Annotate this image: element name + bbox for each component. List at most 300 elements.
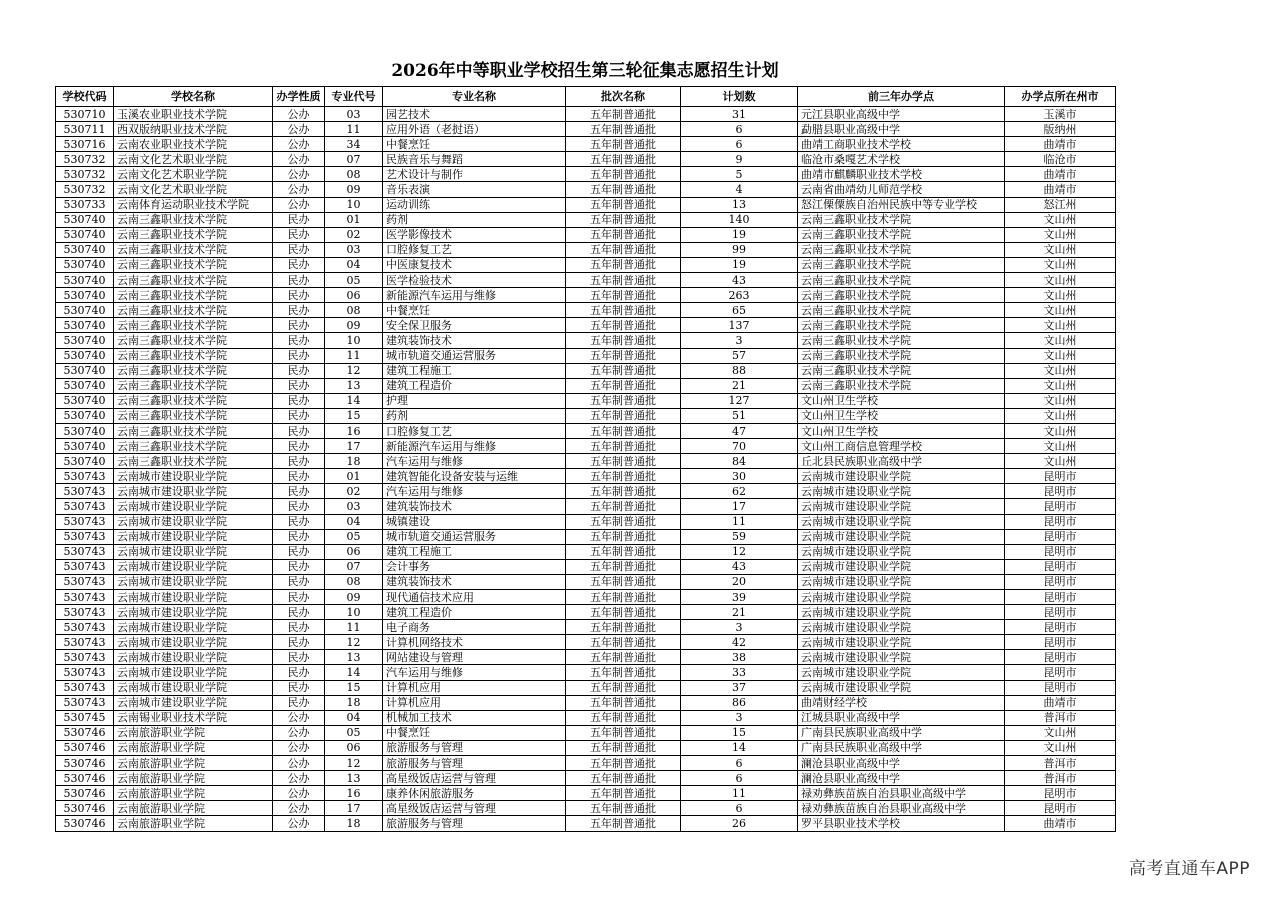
cell-major-code: 06	[325, 288, 383, 303]
cell-school-name: 云南旅游职业学院	[114, 756, 273, 771]
cell-school-type: 民办	[273, 544, 325, 559]
cell-school-name: 云南旅游职业学院	[114, 725, 273, 740]
cell-major-code: 10	[325, 605, 383, 620]
cell-major-code: 18	[325, 454, 383, 469]
cell-batch-name: 五年制普通批	[566, 212, 681, 227]
cell-batch-name: 五年制普通批	[566, 288, 681, 303]
cell-major-name: 建筑装饰技术	[383, 574, 566, 589]
cell-major-name: 康养休闲旅游服务	[383, 786, 566, 801]
cell-school-code: 530746	[56, 740, 114, 755]
table-row	[56, 499, 1116, 514]
cell-teaching-site: 勐腊县职业高级中学	[798, 122, 1005, 137]
cell-school-name: 云南文化艺术职业学院	[114, 167, 273, 182]
cell-school-name: 云南文化艺术职业学院	[114, 152, 273, 167]
cell-major-name: 园艺技术	[383, 107, 566, 122]
table-row	[56, 408, 1116, 423]
table-row	[56, 333, 1116, 348]
cell-site-city: 普洱市	[1005, 710, 1116, 725]
cell-major-name: 汽车运用与维修	[383, 484, 566, 499]
cell-teaching-site: 广南县民族职业高级中学	[798, 740, 1005, 755]
cell-school-type: 民办	[273, 348, 325, 363]
cell-school-type: 公办	[273, 725, 325, 740]
cell-teaching-site: 云南城市建设职业学院	[798, 529, 1005, 544]
header-school-name: 学校名称	[114, 87, 273, 107]
cell-site-city: 昆明市	[1005, 620, 1116, 635]
cell-site-city: 文山州	[1005, 740, 1116, 755]
cell-plan-count: 57	[681, 348, 798, 363]
cell-plan-count: 6	[681, 801, 798, 816]
cell-plan-count: 43	[681, 273, 798, 288]
cell-major-name: 建筑装饰技术	[383, 499, 566, 514]
cell-major-code: 04	[325, 710, 383, 725]
cell-major-name: 建筑装饰技术	[383, 333, 566, 348]
cell-school-type: 民办	[273, 559, 325, 574]
cell-school-name: 云南三鑫职业技术学院	[114, 333, 273, 348]
cell-school-code: 530740	[56, 303, 114, 318]
cell-batch-name: 五年制普通批	[566, 393, 681, 408]
cell-school-type: 公办	[273, 197, 325, 212]
cell-batch-name: 五年制普通批	[566, 544, 681, 559]
cell-school-type: 民办	[273, 635, 325, 650]
table-row	[56, 439, 1116, 454]
cell-batch-name: 五年制普通批	[566, 107, 681, 122]
cell-site-city: 文山州	[1005, 439, 1116, 454]
table-header-row	[56, 87, 1116, 107]
cell-major-code: 04	[325, 514, 383, 529]
cell-school-type: 民办	[273, 620, 325, 635]
cell-teaching-site: 文山州卫生学校	[798, 393, 1005, 408]
cell-major-name: 应用外语（老挝语）	[383, 122, 566, 137]
cell-teaching-site: 元江县职业高级中学	[798, 107, 1005, 122]
cell-batch-name: 五年制普通批	[566, 559, 681, 574]
cell-major-name: 建筑工程施工	[383, 363, 566, 378]
cell-plan-count: 5	[681, 167, 798, 182]
cell-major-code: 09	[325, 318, 383, 333]
cell-plan-count: 19	[681, 227, 798, 242]
cell-teaching-site: 云南三鑫职业技术学院	[798, 288, 1005, 303]
cell-batch-name: 五年制普通批	[566, 167, 681, 182]
cell-batch-name: 五年制普通批	[566, 620, 681, 635]
cell-teaching-site: 曲靖市麒麟职业技术学校	[798, 167, 1005, 182]
cell-school-code: 530733	[56, 197, 114, 212]
cell-batch-name: 五年制普通批	[566, 333, 681, 348]
cell-plan-count: 47	[681, 423, 798, 438]
cell-school-type: 公办	[273, 756, 325, 771]
cell-teaching-site: 云南城市建设职业学院	[798, 590, 1005, 605]
cell-major-name: 护理	[383, 393, 566, 408]
cell-plan-count: 137	[681, 318, 798, 333]
cell-school-code: 530740	[56, 242, 114, 257]
table-row	[56, 756, 1116, 771]
cell-teaching-site: 云南城市建设职业学院	[798, 635, 1005, 650]
cell-site-city: 昆明市	[1005, 574, 1116, 589]
cell-school-code: 530743	[56, 484, 114, 499]
cell-major-code: 03	[325, 499, 383, 514]
cell-school-code: 530743	[56, 499, 114, 514]
cell-school-type: 民办	[273, 423, 325, 438]
cell-batch-name: 五年制普通批	[566, 756, 681, 771]
cell-school-code: 530732	[56, 152, 114, 167]
cell-major-name: 城镇建设	[383, 514, 566, 529]
cell-school-code: 530740	[56, 454, 114, 469]
cell-plan-count: 37	[681, 680, 798, 695]
cell-school-code: 530743	[56, 529, 114, 544]
cell-major-code: 16	[325, 423, 383, 438]
cell-major-name: 中餐烹饪	[383, 303, 566, 318]
header-school-type: 办学性质	[273, 87, 325, 107]
cell-school-name: 云南城市建设职业学院	[114, 605, 273, 620]
cell-major-code: 08	[325, 303, 383, 318]
cell-site-city: 曲靖市	[1005, 816, 1116, 831]
page-title: 2026年中等职业学校招生第三轮征集志愿招生计划	[391, 61, 779, 81]
table-row	[56, 574, 1116, 589]
cell-school-name: 云南三鑫职业技术学院	[114, 288, 273, 303]
cell-major-name: 汽车运用与维修	[383, 454, 566, 469]
cell-site-city: 文山州	[1005, 333, 1116, 348]
cell-school-code: 530743	[56, 559, 114, 574]
cell-site-city: 曲靖市	[1005, 182, 1116, 197]
cell-major-name: 民族音乐与舞蹈	[383, 152, 566, 167]
cell-school-name: 云南三鑫职业技术学院	[114, 378, 273, 393]
cell-batch-name: 五年制普通批	[566, 574, 681, 589]
cell-batch-name: 五年制普通批	[566, 197, 681, 212]
cell-major-code: 01	[325, 212, 383, 227]
cell-major-name: 计算机网络技术	[383, 635, 566, 650]
cell-teaching-site: 云南三鑫职业技术学院	[798, 348, 1005, 363]
cell-school-code: 530743	[56, 574, 114, 589]
table-row	[56, 152, 1116, 167]
cell-major-code: 08	[325, 167, 383, 182]
cell-major-code: 11	[325, 620, 383, 635]
cell-school-code: 530710	[56, 107, 114, 122]
cell-school-type: 公办	[273, 152, 325, 167]
cell-school-name: 云南文化艺术职业学院	[114, 182, 273, 197]
cell-school-name: 云南旅游职业学院	[114, 771, 273, 786]
cell-school-type: 民办	[273, 605, 325, 620]
cell-major-code: 16	[325, 786, 383, 801]
cell-school-type: 民办	[273, 288, 325, 303]
cell-major-code: 05	[325, 529, 383, 544]
cell-plan-count: 26	[681, 816, 798, 831]
cell-site-city: 昆明市	[1005, 801, 1116, 816]
cell-batch-name: 五年制普通批	[566, 665, 681, 680]
cell-school-name: 云南三鑫职业技术学院	[114, 454, 273, 469]
table-row	[56, 529, 1116, 544]
cell-school-type: 民办	[273, 408, 325, 423]
cell-teaching-site: 云南三鑫职业技术学院	[798, 318, 1005, 333]
cell-batch-name: 五年制普通批	[566, 816, 681, 831]
cell-school-name: 云南城市建设职业学院	[114, 514, 273, 529]
cell-site-city: 昆明市	[1005, 514, 1116, 529]
cell-major-name: 旅游服务与管理	[383, 756, 566, 771]
table-row	[56, 620, 1116, 635]
cell-plan-count: 84	[681, 454, 798, 469]
cell-major-code: 01	[325, 469, 383, 484]
cell-major-code: 17	[325, 801, 383, 816]
cell-school-code: 530746	[56, 756, 114, 771]
cell-teaching-site: 云南城市建设职业学院	[798, 499, 1005, 514]
cell-school-code: 530743	[56, 469, 114, 484]
cell-teaching-site: 江城县职业高级中学	[798, 710, 1005, 725]
cell-site-city: 文山州	[1005, 273, 1116, 288]
table-row	[56, 378, 1116, 393]
cell-school-name: 云南城市建设职业学院	[114, 665, 273, 680]
cell-school-code: 530743	[56, 590, 114, 605]
header-site-city: 办学点所在州市	[1005, 87, 1116, 107]
cell-batch-name: 五年制普通批	[566, 137, 681, 152]
cell-major-code: 09	[325, 590, 383, 605]
cell-school-code: 530740	[56, 393, 114, 408]
cell-school-name: 云南城市建设职业学院	[114, 529, 273, 544]
cell-major-name: 高星级饭店运营与管理	[383, 801, 566, 816]
cell-school-type: 民办	[273, 484, 325, 499]
cell-batch-name: 五年制普通批	[566, 499, 681, 514]
cell-school-type: 民办	[273, 695, 325, 710]
cell-batch-name: 五年制普通批	[566, 242, 681, 257]
cell-school-type: 民办	[273, 273, 325, 288]
cell-school-type: 民办	[273, 590, 325, 605]
cell-school-type: 公办	[273, 771, 325, 786]
cell-plan-count: 30	[681, 469, 798, 484]
cell-teaching-site: 云南三鑫职业技术学院	[798, 227, 1005, 242]
cell-plan-count: 59	[681, 529, 798, 544]
table-row	[56, 318, 1116, 333]
cell-plan-count: 43	[681, 559, 798, 574]
cell-school-name: 云南城市建设职业学院	[114, 499, 273, 514]
cell-major-name: 高星级饭店运营与管理	[383, 771, 566, 786]
cell-school-code: 530746	[56, 816, 114, 831]
cell-teaching-site: 文山州卫生学校	[798, 423, 1005, 438]
cell-major-name: 医学影像技术	[383, 227, 566, 242]
cell-site-city: 普洱市	[1005, 756, 1116, 771]
table-row	[56, 680, 1116, 695]
cell-major-code: 09	[325, 182, 383, 197]
cell-plan-count: 3	[681, 710, 798, 725]
cell-plan-count: 263	[681, 288, 798, 303]
cell-school-code: 530743	[56, 635, 114, 650]
cell-batch-name: 五年制普通批	[566, 122, 681, 137]
cell-major-name: 计算机应用	[383, 695, 566, 710]
cell-site-city: 临沧市	[1005, 152, 1116, 167]
cell-plan-count: 19	[681, 257, 798, 272]
cell-teaching-site: 云南省曲靖幼儿师范学校	[798, 182, 1005, 197]
cell-school-code: 530732	[56, 182, 114, 197]
cell-school-type: 民办	[273, 212, 325, 227]
cell-site-city: 版纳州	[1005, 122, 1116, 137]
cell-plan-count: 86	[681, 695, 798, 710]
cell-site-city: 昆明市	[1005, 650, 1116, 665]
cell-site-city: 文山州	[1005, 454, 1116, 469]
cell-teaching-site: 丘北县民族职业高级中学	[798, 454, 1005, 469]
cell-school-name: 云南城市建设职业学院	[114, 574, 273, 589]
cell-batch-name: 五年制普通批	[566, 740, 681, 755]
cell-teaching-site: 云南城市建设职业学院	[798, 544, 1005, 559]
cell-major-name: 医学检验技术	[383, 273, 566, 288]
cell-school-type: 民办	[273, 333, 325, 348]
cell-major-name: 中餐烹饪	[383, 725, 566, 740]
cell-plan-count: 14	[681, 740, 798, 755]
cell-teaching-site: 文山州卫生学校	[798, 408, 1005, 423]
cell-site-city: 昆明市	[1005, 484, 1116, 499]
cell-batch-name: 五年制普通批	[566, 469, 681, 484]
header-school-code: 学校代码	[56, 87, 114, 107]
table-row	[56, 816, 1116, 831]
cell-school-code: 530740	[56, 363, 114, 378]
cell-major-name: 运动训练	[383, 197, 566, 212]
cell-plan-count: 65	[681, 303, 798, 318]
cell-school-type: 民办	[273, 529, 325, 544]
cell-major-name: 机械加工技术	[383, 710, 566, 725]
cell-plan-count: 3	[681, 620, 798, 635]
table-row	[56, 122, 1116, 137]
cell-batch-name: 五年制普通批	[566, 227, 681, 242]
cell-school-name: 云南城市建设职业学院	[114, 635, 273, 650]
enrollment-plan-table	[55, 86, 1116, 832]
table-row	[56, 363, 1116, 378]
cell-plan-count: 21	[681, 605, 798, 620]
cell-school-name: 云南三鑫职业技术学院	[114, 303, 273, 318]
cell-plan-count: 31	[681, 107, 798, 122]
cell-school-name: 云南三鑫职业技术学院	[114, 423, 273, 438]
cell-school-type: 民办	[273, 318, 325, 333]
cell-school-code: 530740	[56, 408, 114, 423]
cell-plan-count: 9	[681, 152, 798, 167]
cell-teaching-site: 云南城市建设职业学院	[798, 650, 1005, 665]
cell-site-city: 昆明市	[1005, 665, 1116, 680]
cell-school-type: 民办	[273, 680, 325, 695]
cell-school-code: 530743	[56, 695, 114, 710]
cell-major-code: 02	[325, 227, 383, 242]
cell-major-name: 音乐表演	[383, 182, 566, 197]
cell-site-city: 昆明市	[1005, 544, 1116, 559]
cell-batch-name: 五年制普通批	[566, 605, 681, 620]
cell-school-name: 云南锡业职业技术学院	[114, 710, 273, 725]
cell-site-city: 曲靖市	[1005, 695, 1116, 710]
table-row	[56, 725, 1116, 740]
table-row	[56, 303, 1116, 318]
cell-school-name: 云南城市建设职业学院	[114, 620, 273, 635]
table-row	[56, 695, 1116, 710]
table-row	[56, 801, 1116, 816]
cell-school-code: 530740	[56, 439, 114, 454]
cell-site-city: 文山州	[1005, 725, 1116, 740]
cell-plan-count: 39	[681, 590, 798, 605]
table-row	[56, 288, 1116, 303]
table-row	[56, 514, 1116, 529]
cell-school-name: 云南城市建设职业学院	[114, 695, 273, 710]
cell-major-name: 城市轨道交通运营服务	[383, 348, 566, 363]
cell-major-name: 口腔修复工艺	[383, 423, 566, 438]
cell-school-name: 云南三鑫职业技术学院	[114, 273, 273, 288]
cell-teaching-site: 云南三鑫职业技术学院	[798, 273, 1005, 288]
cell-school-name: 云南三鑫职业技术学院	[114, 408, 273, 423]
cell-teaching-site: 云南三鑫职业技术学院	[798, 212, 1005, 227]
cell-major-code: 12	[325, 756, 383, 771]
cell-school-type: 公办	[273, 182, 325, 197]
cell-batch-name: 五年制普通批	[566, 786, 681, 801]
cell-batch-name: 五年制普通批	[566, 454, 681, 469]
cell-site-city: 昆明市	[1005, 605, 1116, 620]
cell-teaching-site: 曲靖财经学校	[798, 695, 1005, 710]
cell-batch-name: 五年制普通批	[566, 273, 681, 288]
cell-school-name: 云南三鑫职业技术学院	[114, 363, 273, 378]
cell-site-city: 普洱市	[1005, 771, 1116, 786]
cell-site-city: 文山州	[1005, 303, 1116, 318]
cell-school-type: 民办	[273, 650, 325, 665]
cell-major-code: 15	[325, 680, 383, 695]
cell-batch-name: 五年制普通批	[566, 348, 681, 363]
cell-teaching-site: 怒江傈僳族自治州民族中等专业学校	[798, 197, 1005, 212]
cell-major-code: 17	[325, 439, 383, 454]
cell-school-type: 公办	[273, 816, 325, 831]
cell-school-code: 530743	[56, 650, 114, 665]
cell-major-name: 建筑工程造价	[383, 378, 566, 393]
header-major-name: 专业名称	[383, 87, 566, 107]
cell-school-type: 公办	[273, 740, 325, 755]
table-row	[56, 167, 1116, 182]
cell-teaching-site: 曲靖工商职业技术学校	[798, 137, 1005, 152]
cell-plan-count: 99	[681, 242, 798, 257]
cell-plan-count: 11	[681, 786, 798, 801]
cell-teaching-site: 云南城市建设职业学院	[798, 559, 1005, 574]
cell-school-type: 民办	[273, 363, 325, 378]
cell-plan-count: 42	[681, 635, 798, 650]
cell-school-type: 民办	[273, 303, 325, 318]
cell-site-city: 文山州	[1005, 288, 1116, 303]
cell-school-code: 530740	[56, 378, 114, 393]
table-row	[56, 484, 1116, 499]
cell-school-code: 530740	[56, 423, 114, 438]
cell-school-name: 云南三鑫职业技术学院	[114, 242, 273, 257]
cell-site-city: 文山州	[1005, 212, 1116, 227]
cell-site-city: 昆明市	[1005, 680, 1116, 695]
cell-plan-count: 38	[681, 650, 798, 665]
cell-site-city: 昆明市	[1005, 786, 1116, 801]
cell-school-code: 530746	[56, 725, 114, 740]
cell-plan-count: 70	[681, 439, 798, 454]
cell-site-city: 文山州	[1005, 423, 1116, 438]
header-plan-count: 计划数	[681, 87, 798, 107]
cell-site-city: 文山州	[1005, 378, 1116, 393]
cell-plan-count: 12	[681, 544, 798, 559]
cell-batch-name: 五年制普通批	[566, 257, 681, 272]
cell-batch-name: 五年制普通批	[566, 439, 681, 454]
cell-school-type: 公办	[273, 710, 325, 725]
cell-major-name: 会计事务	[383, 559, 566, 574]
cell-batch-name: 五年制普通批	[566, 680, 681, 695]
cell-teaching-site: 云南三鑫职业技术学院	[798, 333, 1005, 348]
cell-major-name: 艺术设计与制作	[383, 167, 566, 182]
cell-batch-name: 五年制普通批	[566, 182, 681, 197]
cell-batch-name: 五年制普通批	[566, 725, 681, 740]
cell-school-type: 民办	[273, 227, 325, 242]
cell-batch-name: 五年制普通批	[566, 484, 681, 499]
cell-plan-count: 6	[681, 756, 798, 771]
cell-school-type: 公办	[273, 137, 325, 152]
cell-major-code: 13	[325, 378, 383, 393]
cell-site-city: 昆明市	[1005, 499, 1116, 514]
cell-major-name: 口腔修复工艺	[383, 242, 566, 257]
cell-school-code: 530743	[56, 544, 114, 559]
cell-plan-count: 6	[681, 137, 798, 152]
cell-teaching-site: 云南三鑫职业技术学院	[798, 242, 1005, 257]
cell-major-name: 网站建设与管理	[383, 650, 566, 665]
cell-school-name: 云南城市建设职业学院	[114, 650, 273, 665]
cell-plan-count: 11	[681, 514, 798, 529]
cell-school-type: 民办	[273, 665, 325, 680]
cell-major-code: 06	[325, 544, 383, 559]
cell-teaching-site: 云南城市建设职业学院	[798, 680, 1005, 695]
